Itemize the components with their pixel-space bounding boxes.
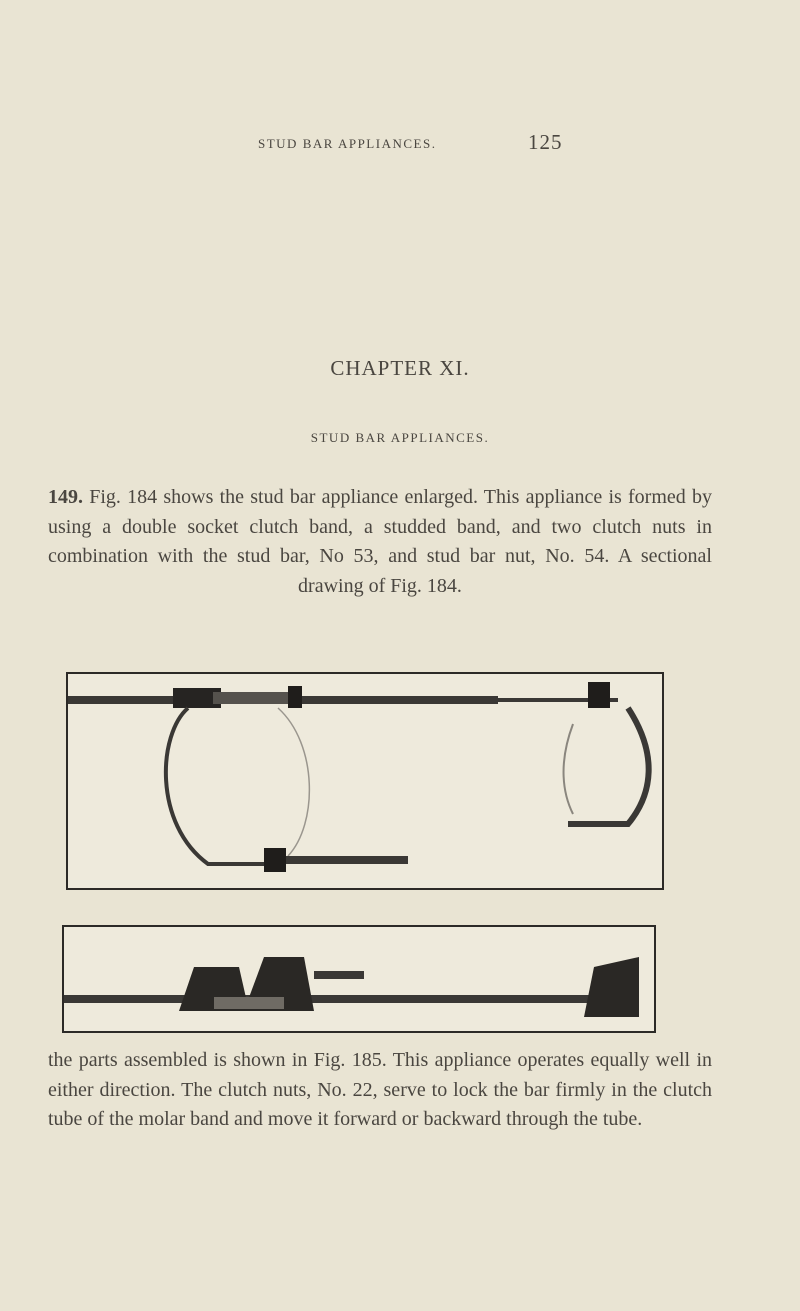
clutch-nut-section: [584, 957, 639, 1017]
molar-band-right-edge: [564, 724, 573, 814]
molar-band-left: [166, 708, 268, 864]
clutch-nut-left: [288, 686, 302, 708]
molar-band-left-edge: [278, 708, 309, 856]
clutch-tube-section: [214, 997, 284, 1009]
paragraph-text: Fig. 184 shows the stud bar appliance enlarged. This appliance is formed by using a double socket clutch band, a studded band, and two clutch nuts in combination with the stud bar, No 53, and stud bar nut, No. 54. A sectional drawing of Fig. 184.: [48, 486, 712, 597]
figure-185-illustration: [64, 927, 654, 1031]
upper-stud: [314, 971, 364, 979]
studded-band-socket: [264, 848, 286, 872]
paragraph-149: [48, 483, 712, 601]
clutch-nut-right: [588, 682, 610, 708]
paragraph-continued: the parts assembled is shown in Fig. 185. This appliance operates equally well in either direction. The clutch nuts, No. 22, serve to lock the bar firmly in the clutch tube of the molar band and move it forward or backward through the tube.: [48, 1049, 712, 1130]
stud-bar-section: [64, 995, 624, 1003]
figure-184-image: [66, 672, 664, 890]
page-number: 125: [528, 130, 563, 154]
studded-band: [268, 856, 408, 864]
clutch-tube-shaft: [213, 692, 293, 704]
figure-185-image: [62, 925, 656, 1033]
molar-band-right: [568, 708, 649, 824]
figure-184-illustration: [68, 674, 662, 888]
paragraph-number: 149.: [48, 486, 83, 508]
section-title: STUD BAR APPLIANCES.: [310, 430, 490, 445]
chapter-title: CHAPTER XI.: [330, 356, 470, 380]
running-head: STUD BAR APPLIANCES.: [258, 136, 437, 151]
